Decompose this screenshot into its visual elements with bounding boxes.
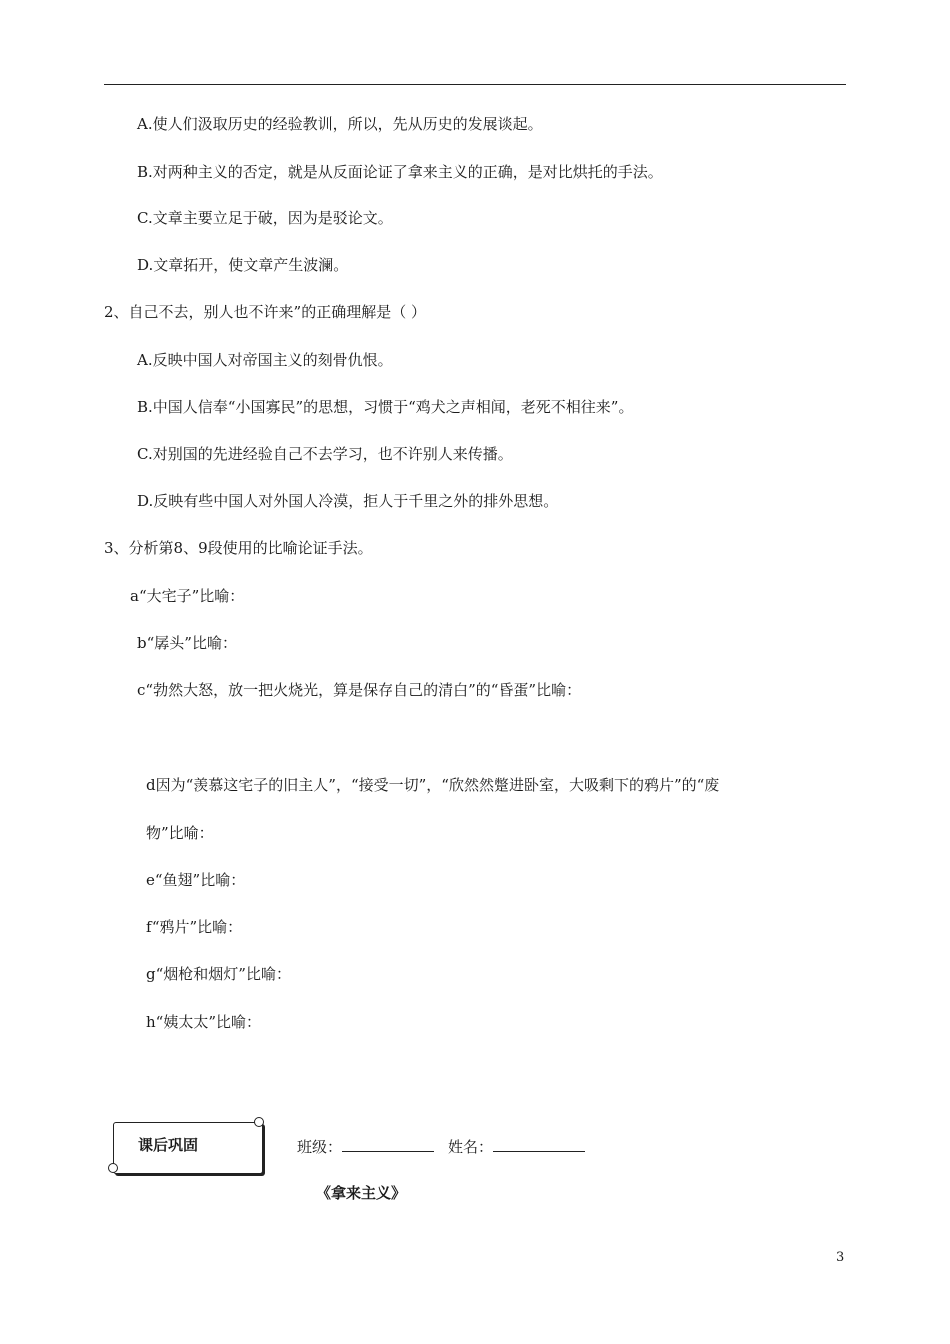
section-scroll-box	[113, 1122, 263, 1174]
name-blank[interactable]	[493, 1135, 585, 1152]
q3-stem: 3、分析第8、9段使用的比喻论证手法。	[104, 539, 373, 557]
q3-item-b: b“孱头”比喻：	[137, 634, 237, 652]
q2-stem: 2、自己不去，别人也不许来”的正确理解是（ ）	[104, 303, 426, 321]
q1-option-b: B.对两种主义的否定，就是从反面论证了拿来主义的正确，是对比烘托的手法。	[137, 163, 663, 181]
article-title: 《拿来主义》	[316, 1184, 407, 1202]
q3-item-h: h“姨太太”比喻：	[146, 1013, 261, 1031]
name-label: 姓名：	[448, 1138, 494, 1156]
q2-option-d: D.反映有些中国人对外国人冷漠，拒人于千里之外的排外思想。	[137, 492, 559, 510]
q3-item-g: g“烟枪和烟灯”比喻：	[146, 965, 291, 983]
q3-item-e: e“鱼翅”比喻：	[146, 871, 246, 889]
q2-option-a: A.反映中国人对帝国主义的刻骨仇恨。	[137, 351, 393, 369]
q1-option-d: D.文章拓开，使文章产生波澜。	[137, 256, 349, 274]
q1-option-c: C.文章主要立足于破，因为是驳论文。	[137, 209, 393, 227]
q3-item-d-line2: 物”比喻：	[146, 824, 214, 842]
class-label: 班级：	[297, 1138, 343, 1156]
section-label: 课后巩固	[138, 1136, 199, 1154]
q3-item-d-line1: d因为“羡慕这宅子的旧主人”，“接受一切”，“欣然然蹩进卧室，大吸剩下的鸦片”的“废	[146, 776, 720, 794]
page-number: 3	[836, 1250, 845, 1265]
class-blank[interactable]	[342, 1135, 434, 1152]
q2-option-c: C.对别国的先进经验自己不去学习，也不许别人来传播。	[137, 445, 513, 463]
q1-option-a: A.使人们汲取历史的经验教训，所以，先从历史的发展谈起。	[137, 115, 543, 133]
name-field	[448, 1135, 585, 1157]
q3-item-c: c“勃然大怒，放一把火烧光，算是保存自己的清白”的“昏蛋”比喻：	[137, 681, 582, 699]
scroll-curl-bottom	[108, 1163, 118, 1173]
q2-option-b: B.中国人信奉“小国寡民”的思想，习惯于“鸡犬之声相闻，老死不相往来”。	[137, 398, 634, 416]
class-field	[297, 1135, 434, 1157]
q3-item-a: a“大宅子”比喻：	[130, 587, 245, 605]
q3-item-f: f“鸦片”比喻：	[146, 918, 243, 936]
header-rule	[104, 84, 846, 85]
scroll-curl-top	[254, 1117, 264, 1127]
